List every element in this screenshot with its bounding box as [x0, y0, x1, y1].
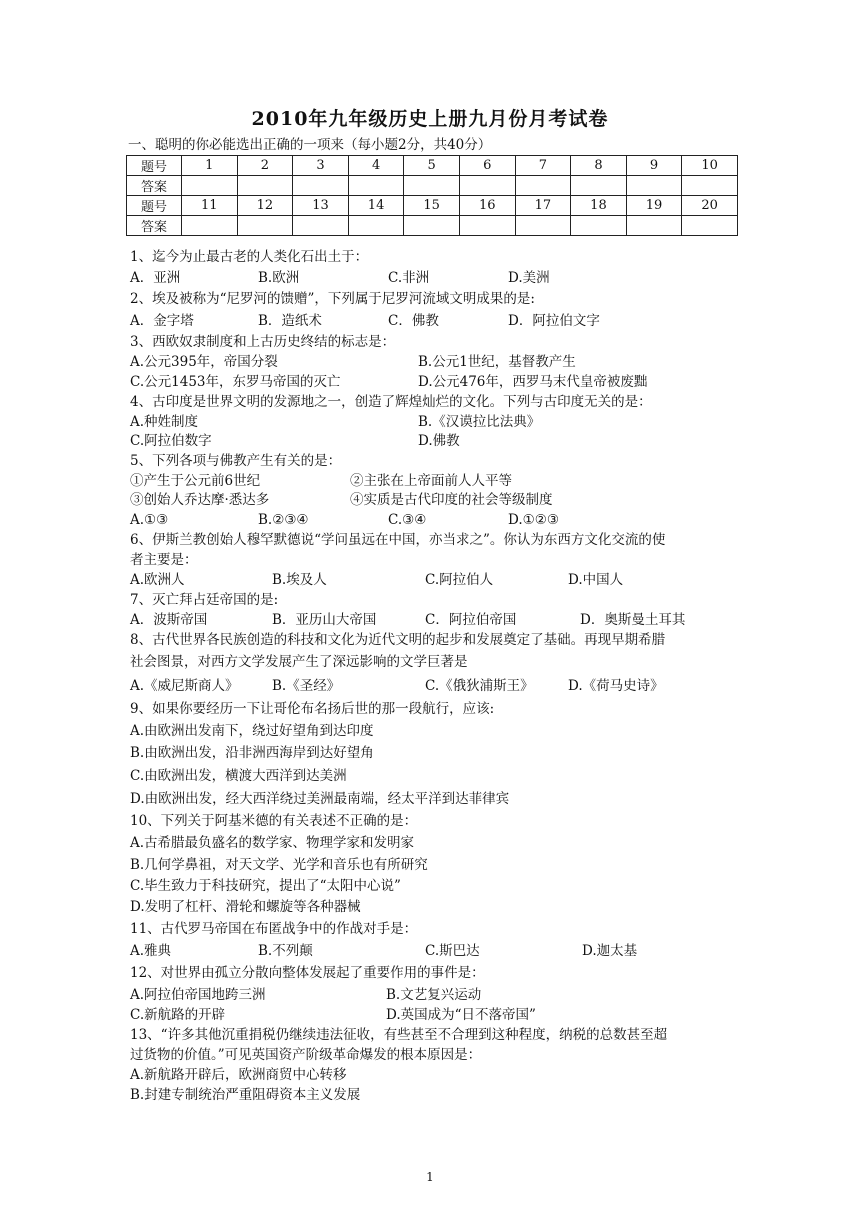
- answer-cell[interactable]: [515, 176, 571, 196]
- table-cell: 8: [571, 156, 627, 176]
- table-cell: 1: [182, 156, 238, 176]
- answer-cell[interactable]: [293, 216, 349, 236]
- table-cell: 16: [459, 196, 515, 216]
- exam-title: 2010年九年级历史上册九月份月考试卷: [251, 108, 609, 130]
- table-cell: 5: [404, 156, 460, 176]
- q1-option-a: A．亚洲: [130, 270, 181, 286]
- q7-option-d: D．奥斯曼土耳其: [580, 612, 686, 628]
- q4-option-b: B.《汉谟拉比法典》: [418, 414, 541, 430]
- q5-option-d: D.①②③: [508, 512, 559, 528]
- table-cell: 19: [626, 196, 682, 216]
- question-8-stem-cont: 社会图景，对西方文学发展产生了深远影响的文学巨著是: [130, 654, 468, 670]
- table-cell: 6: [459, 156, 515, 176]
- q2-option-a: A．金字塔: [130, 313, 194, 329]
- q11-option-b: B.不列颠: [258, 943, 313, 959]
- answer-table: [126, 155, 738, 236]
- q9-option-a: A.由欧洲出发南下，绕过好望角到达印度: [130, 723, 374, 739]
- q12-option-d: D.英国成为“日不落帝国”: [386, 1007, 536, 1023]
- question-6-stem-cont: 者主要是：: [130, 552, 198, 568]
- q8-option-c: C.《俄狄浦斯王》: [425, 678, 534, 694]
- table-cell: 18: [571, 196, 627, 216]
- q1-option-d: D.美洲: [508, 270, 550, 286]
- answer-cell[interactable]: [515, 216, 571, 236]
- q4-option-a: A.种姓制度: [130, 414, 199, 430]
- q5-option-c: C.③④: [388, 512, 427, 528]
- question-9-stem: 9、如果你要经历一下让哥伦布名扬后世的那一段航行，应该:: [130, 701, 495, 717]
- table-cell: 题号: [127, 156, 182, 176]
- answer-cell[interactable]: [571, 176, 627, 196]
- q6-option-a: A.欧洲人: [130, 572, 185, 588]
- table-cell: 3: [293, 156, 349, 176]
- answer-cell[interactable]: [459, 216, 515, 236]
- answer-cell[interactable]: [682, 176, 738, 196]
- answer-cell[interactable]: [348, 216, 404, 236]
- answer-cell[interactable]: [682, 216, 738, 236]
- q7-option-c: C．阿拉伯帝国: [425, 612, 517, 628]
- q3-option-d: D.公元476年，西罗马末代皇帝被废黜: [418, 374, 648, 390]
- q4-option-c: C.阿拉伯数字: [130, 433, 212, 449]
- answer-cell[interactable]: [293, 176, 349, 196]
- q6-option-b: B.埃及人: [272, 572, 327, 588]
- q3-option-b: B.公元1世纪，基督教产生: [418, 354, 576, 370]
- answer-cell[interactable]: [182, 216, 238, 236]
- table-cell: 13: [293, 196, 349, 216]
- q5-option-a: A.①③: [130, 512, 169, 528]
- q9-option-c: C.由欧洲出发，横渡大西洋到达美洲: [130, 768, 347, 784]
- q6-option-c: C.阿拉伯人: [425, 572, 494, 588]
- question-1-stem: 1、迄今为止最古老的人类化石出土于：: [130, 249, 369, 265]
- answer-cell[interactable]: [571, 216, 627, 236]
- table-cell: 14: [348, 196, 404, 216]
- q1-option-c: C.非洲: [388, 270, 430, 286]
- table-cell: 20: [682, 196, 738, 216]
- question-7-stem: 7、灭亡拜占廷帝国的是:: [130, 592, 279, 608]
- q6-option-d: D.中国人: [568, 572, 624, 588]
- q3-option-a: A.公元395年，帝国分裂: [130, 354, 278, 370]
- q11-option-d: D.迦太基: [582, 943, 638, 959]
- q10-option-a: A.古希腊最负盛名的数学家、物理学家和发明家: [130, 835, 415, 851]
- q7-option-a: A．波斯帝国: [130, 612, 208, 628]
- table-cell: 答案: [127, 176, 182, 196]
- q5-item-1: ①产生于公元前6世纪: [130, 473, 261, 489]
- table-row: [127, 196, 738, 216]
- q5-item-2: ②主张在上帝面前人人平等: [350, 473, 512, 489]
- q2-option-b: B．造纸术: [258, 313, 322, 329]
- answer-cell[interactable]: [404, 176, 460, 196]
- question-2-stem: 2、埃及被称为“尼罗河的馈赠”，下列属于尼罗河流域文明成果的是:: [130, 291, 535, 307]
- q8-option-b: B.《圣经》: [272, 678, 341, 694]
- table-cell: 答案: [127, 216, 182, 236]
- q7-option-b: B．亚历山大帝国: [272, 612, 377, 628]
- q5-option-b: B.②③④: [258, 512, 309, 528]
- q10-option-d: D.发明了杠杆、滑轮和螺旋等各种器械: [130, 899, 361, 915]
- question-4-stem: 4、古印度是世界文明的发源地之一，创造了辉煌灿烂的文化。下列与古印度无关的是：: [130, 394, 652, 410]
- answer-cell[interactable]: [237, 176, 293, 196]
- question-10-stem: 10、下列关于阿基米德的有关表述不正确的是：: [130, 813, 418, 829]
- q10-option-b: B.几何学鼻祖，对天文学、光学和音乐也有所研究: [130, 857, 428, 873]
- q10-option-c: C.毕生致力于科技研究，提出了“太阳中心说”: [130, 878, 401, 894]
- q1-option-b: B.欧洲: [258, 270, 300, 286]
- table-cell: 17: [515, 196, 571, 216]
- table-cell: 题号: [127, 196, 182, 216]
- q2-option-c: C．佛教: [388, 313, 439, 329]
- table-row: [127, 216, 738, 236]
- answer-cell[interactable]: [182, 176, 238, 196]
- question-5-stem: 5、下列各项与佛教产生有关的是：: [130, 453, 342, 469]
- page-number: 1: [426, 1170, 434, 1184]
- table-cell: 2: [237, 156, 293, 176]
- question-11-stem: 11、古代罗马帝国在布匿战争中的作战对手是：: [130, 921, 418, 937]
- table-cell: 9: [626, 156, 682, 176]
- question-6-stem: 6、伊斯兰教创始人穆罕默德说“学问虽远在中国，亦当求之”。你认为东西方文化交流的使: [130, 532, 666, 548]
- q5-item-4: ④实质是古代印度的社会等级制度: [350, 492, 553, 508]
- question-13-stem: 13、“许多其他沉重捐税仍继续违法征收，有些甚至不合理到这种程度，纳税的总数甚至超: [130, 1027, 668, 1043]
- table-cell: 12: [237, 196, 293, 216]
- q4-option-d: D.佛教: [418, 433, 460, 449]
- question-12-stem: 12、对世界由孤立分散向整体发展起了重要作用的事件是：: [130, 965, 485, 981]
- table-row: [127, 176, 738, 196]
- answer-cell[interactable]: [237, 216, 293, 236]
- q2-option-d: D．阿拉伯文字: [508, 313, 600, 329]
- q11-option-c: C.斯巴达: [425, 943, 480, 959]
- q12-option-b: B.文艺复兴运动: [386, 987, 482, 1003]
- answer-cell[interactable]: [626, 176, 682, 196]
- q5-item-3: ③创始人乔达摩·悉达多: [130, 492, 270, 508]
- q9-option-d: D.由欧洲出发，经大西洋绕过美洲最南端，经太平洋到达菲律宾: [130, 791, 510, 807]
- q12-option-a: A.阿拉伯帝国地跨三洲: [130, 987, 266, 1003]
- q11-option-a: A.雅典: [130, 943, 172, 959]
- q8-option-a: A.《威尼斯商人》: [130, 678, 239, 694]
- table-cell: 7: [515, 156, 571, 176]
- q9-option-b: B.由欧洲出发，沿非洲西海岸到达好望角: [130, 745, 374, 761]
- q12-option-c: C.新航路的开辟: [130, 1007, 226, 1023]
- table-row: [127, 156, 738, 176]
- section-heading: 一、聪明的你必能选出正确的一项来（每小题2分，共40分）: [128, 137, 492, 153]
- table-cell: 11: [182, 196, 238, 216]
- question-13-stem-cont: 过货物的价值。”可见英国资产阶级革命爆发的根本原因是：: [130, 1047, 482, 1063]
- q8-option-d: D.《荷马史诗》: [568, 678, 664, 694]
- q3-option-c: C.公元1453年，东罗马帝国的灭亡: [130, 374, 341, 390]
- answer-cell[interactable]: [404, 216, 460, 236]
- answer-cell[interactable]: [348, 176, 404, 196]
- q13-option-a: A.新航路开辟后，欧洲商贸中心转移: [130, 1067, 347, 1083]
- answer-cell[interactable]: [626, 216, 682, 236]
- question-8-stem: 8、古代世界各民族创造的科技和文化为近代文明的起步和发展奠定了基础。再现早期希腊: [130, 632, 666, 648]
- q13-option-b: B.封建专制统治严重阻碍资本主义发展: [130, 1087, 361, 1103]
- table-cell: 4: [348, 156, 404, 176]
- question-3-stem: 3、西欧奴隶制度和上古历史终结的标志是：: [130, 334, 396, 350]
- table-cell: 10: [682, 156, 738, 176]
- table-cell: 15: [404, 196, 460, 216]
- answer-cell[interactable]: [459, 176, 515, 196]
